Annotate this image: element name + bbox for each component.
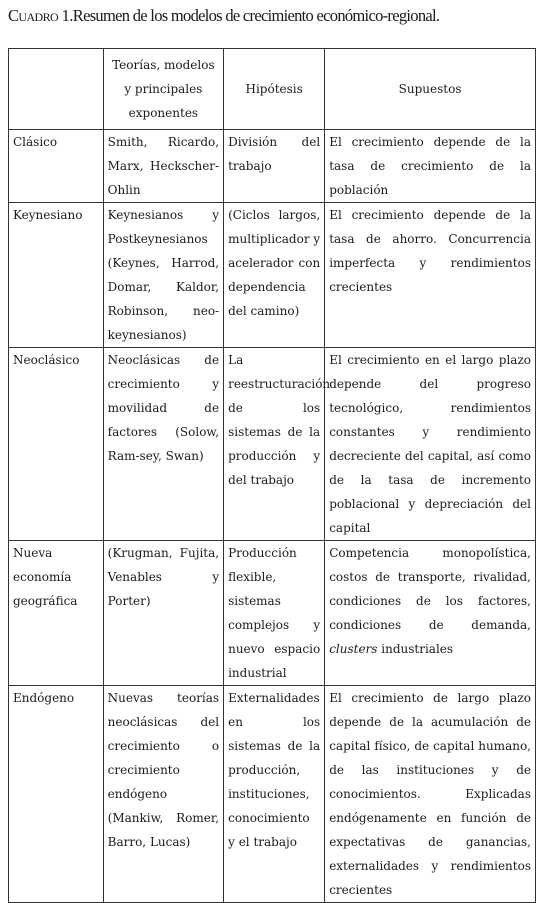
assumptions-text-after: industriales bbox=[377, 642, 454, 656]
model-assumptions: El crecimiento de largo plazo depende de la acumulación de capital físico, de capital humano, de las instituciones y de conocimientos. Explicadas endógenamente en función de expectativas de ganancias, externalidades y rendimientos crecientes bbox=[325, 686, 536, 903]
model-exponents: Keynesianos y Postkeynesianos (Keynes, Harrod, Domar, Kaldor, Robinson, neo-keynesianos) bbox=[103, 203, 223, 348]
assumptions-italic-term: clusters bbox=[329, 642, 378, 656]
model-hypothesis: (Ciclos largos, multiplicador y acelerador con dependencia del camino) bbox=[224, 203, 325, 348]
model-exponents: Smith, Ricardo, Marx, Heckscher-Ohlin bbox=[103, 130, 223, 203]
table-caption bbox=[8, 6, 538, 26]
table-row bbox=[9, 203, 536, 348]
header-theories: Teorías, modelos y principales exponentes bbox=[103, 49, 223, 130]
table-row bbox=[9, 686, 536, 903]
model-assumptions: El crecimiento en el largo plazo depende del progreso tecnológico, rendimientos constantes y rendimiento decreciente del capital, así como de la tasa de incremento poblacional y depreciación del capital bbox=[325, 348, 536, 541]
model-exponents: (Krugman, Fujita, Venables y Porter) bbox=[103, 541, 223, 686]
header-assumptions: Supuestos bbox=[325, 49, 536, 130]
caption-title: Resumen de los modelos de crecimiento económico-regional. bbox=[72, 6, 440, 25]
model-hypothesis: La reestructuración de los sistemas de la producción y del trabajo bbox=[224, 348, 325, 541]
header-model bbox=[9, 49, 104, 130]
model-name: Clásico bbox=[9, 130, 104, 203]
model-assumptions: El crecimiento depende de la tasa de ahorro. Concurrencia imperfecta y rendimientos crecientes bbox=[325, 203, 536, 348]
assumptions-text-before: Competencia monopolística, costos de transporte, rivalidad, condiciones de los factores, condiciones de demanda, bbox=[329, 546, 531, 632]
growth-models-table bbox=[8, 48, 536, 903]
model-exponents: Nuevas teorías neoclásicas del crecimiento o crecimiento endógeno (Mankiw, Romer, Barro, Lucas) bbox=[103, 686, 223, 903]
table-row bbox=[9, 348, 536, 541]
model-name: Keynesiano bbox=[9, 203, 104, 348]
model-exponents: Neoclásicas de crecimiento y movilidad de factores (Solow, Ram-sey, Swan) bbox=[103, 348, 223, 541]
caption-label: Cuadro 1. bbox=[8, 6, 73, 25]
model-assumptions: El crecimiento depende de la tasa de crecimiento de la población bbox=[325, 130, 536, 203]
table-row bbox=[9, 541, 536, 686]
model-name: Endógeno bbox=[9, 686, 104, 903]
model-assumptions bbox=[325, 541, 536, 686]
table-row bbox=[9, 130, 536, 203]
header-hypothesis: Hipótesis bbox=[224, 49, 325, 130]
model-hypothesis: Externalidades en los sistemas de la producción, instituciones, conocimiento y el trabajo bbox=[224, 686, 325, 903]
model-name: Neoclásico bbox=[9, 348, 104, 541]
model-hypothesis: División del trabajo bbox=[224, 130, 325, 203]
table-header-row bbox=[9, 49, 536, 130]
model-hypothesis: Producción flexible, sistemas complejos y nuevo espacio industrial bbox=[224, 541, 325, 686]
model-name: Nueva economía geográfica bbox=[9, 541, 104, 686]
